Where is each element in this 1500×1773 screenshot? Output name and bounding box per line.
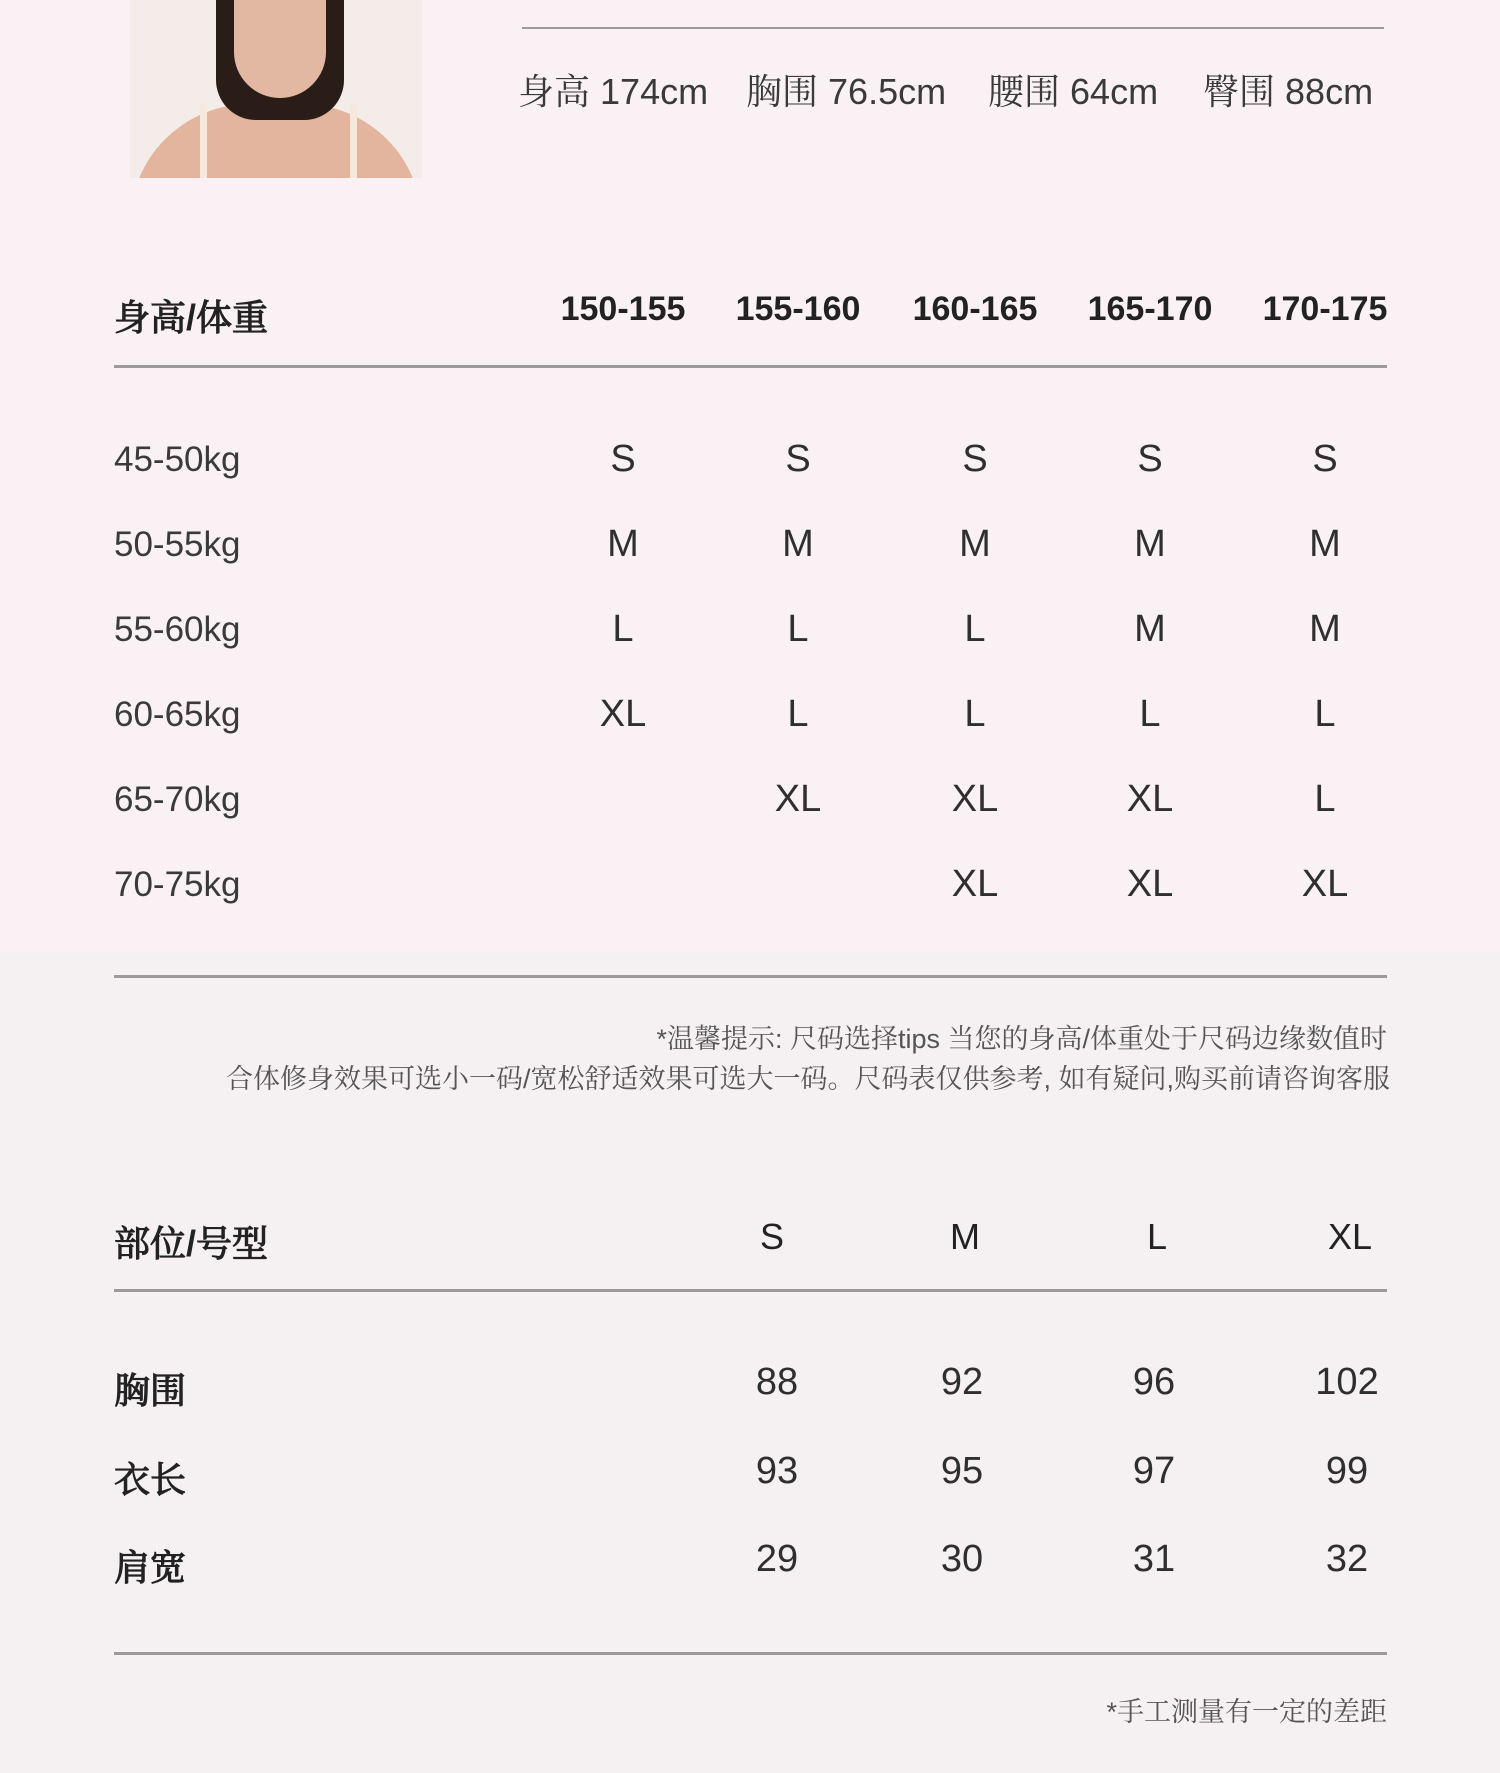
recommended-size-cell: L <box>964 608 986 650</box>
size-table-bottom-divider <box>114 1652 1387 1655</box>
measurement-value-cell: 102 <box>1315 1361 1379 1403</box>
recommended-size-cell: M <box>959 523 991 565</box>
weight-range-label: 45-50kg <box>114 440 241 479</box>
measurement-value-cell: 99 <box>1325 1450 1369 1492</box>
recommended-size-cell: L <box>964 693 986 735</box>
measurement-value-cell: 88 <box>755 1361 799 1403</box>
weight-range-label: 55-60kg <box>114 610 241 649</box>
recommended-size-cell: M <box>1309 608 1341 650</box>
recommended-size-cell: L <box>1139 693 1161 735</box>
height-range-header: 150-155 <box>560 290 686 328</box>
measurement-top-divider <box>522 27 1384 29</box>
size-tip-line-1: *温馨提示: 尺码选择tips 当您的身高/体重处于尺码边缘数值时 <box>656 1024 1387 1054</box>
measurement-value-cell: 93 <box>755 1450 799 1492</box>
body-part-label: 衣长 <box>114 1459 187 1500</box>
body-part-label: 胸围 <box>114 1370 187 1411</box>
measurement-value-cell: 96 <box>1132 1361 1176 1403</box>
recommended-size-cell: S <box>1137 438 1163 480</box>
measurement-value-cell: 29 <box>755 1538 799 1580</box>
recommend-table-header: 身高/体重 <box>114 297 269 338</box>
recommended-size-cell: XL <box>1126 778 1174 820</box>
size-table-header: 部位/号型 <box>114 1223 269 1264</box>
recommended-size-cell: M <box>782 523 814 565</box>
recommended-size-cell: S <box>962 438 988 480</box>
measurement-value-cell: 92 <box>940 1361 984 1403</box>
height-range-header: 165-170 <box>1087 290 1213 328</box>
size-table-divider <box>114 1289 1387 1292</box>
recommended-size-cell: L <box>1314 778 1336 820</box>
recommended-size-cell: XL <box>1301 863 1349 905</box>
size-column-header: M <box>950 1216 980 1257</box>
measurement-footnote: *手工测量有一定的差距 <box>1106 1697 1387 1727</box>
recommended-size-cell: L <box>1314 693 1336 735</box>
measurement-bust: 胸围 76.5cm <box>746 71 947 112</box>
weight-range-label: 50-55kg <box>114 525 241 564</box>
recommended-size-cell: XL <box>951 778 999 820</box>
recommended-size-cell: XL <box>774 778 822 820</box>
recommended-size-cell: M <box>1309 523 1341 565</box>
measurement-hip: 臀围 88cm <box>1203 71 1374 112</box>
size-tip-line-2: 合体修身效果可选小一码/宽松舒适效果可选大一码。尺码表仅供参考, 如有疑问,购买前请咨询客服 <box>225 1064 1390 1094</box>
weight-range-label: 65-70kg <box>114 780 241 819</box>
recommended-size-cell: L <box>787 693 809 735</box>
measurement-waist: 腰围 64cm <box>988 71 1159 112</box>
body-part-label: 肩宽 <box>114 1547 187 1588</box>
measurement-height: 身高 174cm <box>518 71 709 112</box>
measurement-value-cell: 97 <box>1132 1450 1176 1492</box>
height-range-header: 170-175 <box>1262 290 1388 328</box>
measurement-value-cell: 32 <box>1325 1538 1369 1580</box>
size-column-header: L <box>1146 1216 1168 1257</box>
height-range-header: 155-160 <box>735 290 861 328</box>
recommended-size-cell: S <box>1312 438 1338 480</box>
size-column-header: S <box>759 1216 785 1257</box>
height-range-header: 160-165 <box>912 290 1038 328</box>
recommended-size-cell: XL <box>1126 863 1174 905</box>
recommended-size-cell: XL <box>951 863 999 905</box>
recommended-size-cell: M <box>607 523 639 565</box>
weight-range-label: 70-75kg <box>114 865 241 904</box>
model-photo <box>130 0 422 178</box>
recommended-size-cell: S <box>610 438 636 480</box>
recommended-size-cell: L <box>612 608 634 650</box>
recommended-size-cell: M <box>1134 523 1166 565</box>
recommended-size-cell: XL <box>599 693 647 735</box>
recommended-size-cell: L <box>787 608 809 650</box>
recommended-size-cell: S <box>785 438 811 480</box>
measurement-value-cell: 95 <box>940 1450 984 1492</box>
weight-range-label: 60-65kg <box>114 695 241 734</box>
size-column-header: XL <box>1327 1216 1373 1257</box>
measurement-value-cell: 30 <box>940 1538 984 1580</box>
recommend-table-bottom-divider <box>114 975 1387 978</box>
measurement-value-cell: 31 <box>1132 1538 1176 1580</box>
recommended-size-cell: M <box>1134 608 1166 650</box>
recommend-table-divider <box>114 365 1387 368</box>
